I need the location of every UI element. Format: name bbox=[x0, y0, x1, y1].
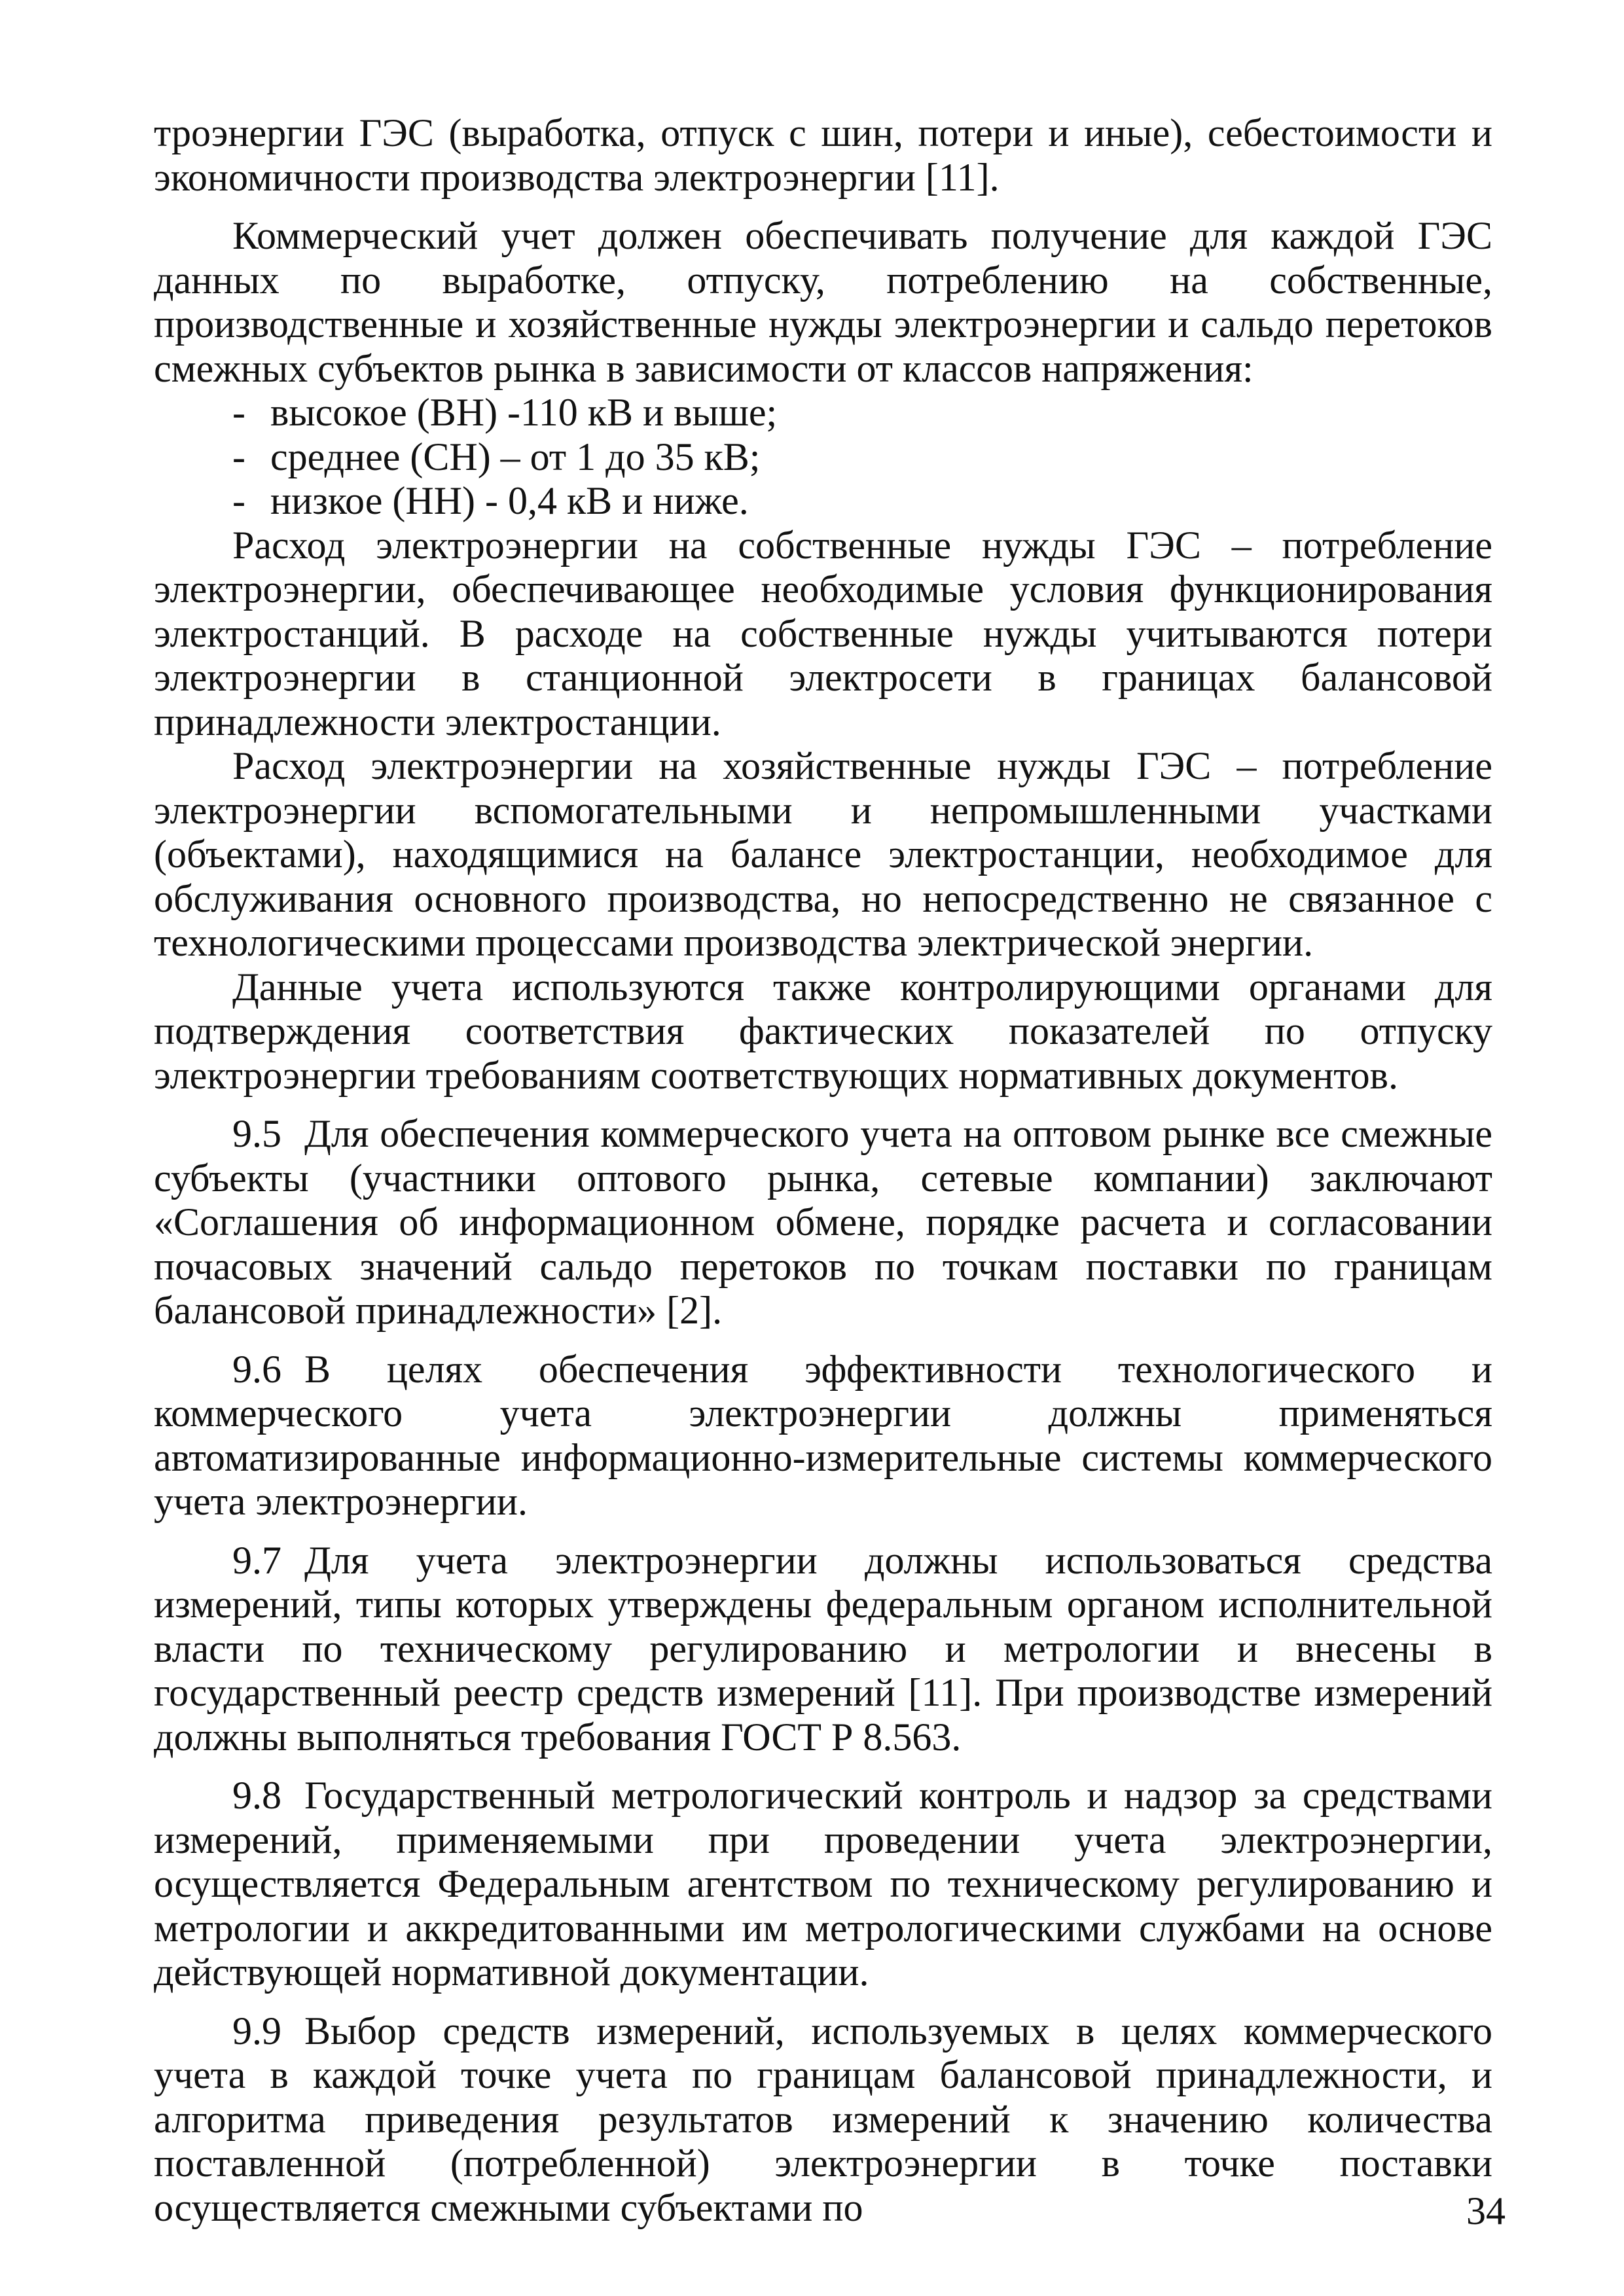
paragraph-continuation: троэнергии ГЭС (выработка, отпуск с шин, потери и иные), себестоимости и экономичности производства электроэнергии [11]. bbox=[154, 111, 1492, 199]
section-text: Государственный метрологический контроль и надзор за средствами измерений, применяемыми при проведении учета электроэнергии, осуществляется Федеральным агентством по техническому регулированию и метрологии и аккредитованными им метрологическими службами на основе действующей нормативной документации. bbox=[154, 1774, 1492, 1994]
section-number: 9.5 bbox=[232, 1112, 281, 1155]
section-9-8 bbox=[154, 1774, 1492, 1995]
section-9-5 bbox=[154, 1112, 1492, 1333]
list-item bbox=[154, 479, 1492, 524]
list-dash: - bbox=[232, 435, 245, 478]
list-item bbox=[154, 435, 1492, 480]
list-item-text: высокое (ВН) -110 кВ и выше; bbox=[270, 391, 778, 434]
list-dash: - bbox=[232, 391, 245, 434]
section-9-9 bbox=[154, 2009, 1492, 2231]
section-9-6 bbox=[154, 1348, 1492, 1524]
section-number: 9.8 bbox=[232, 1774, 281, 1817]
paragraph-own-needs: Расход электроэнергии на собственные нужды ГЭС – потребление электроэнергии, обеспечивающее необходимые условия функционирования электростанций. В расходе на собственные нужды учитываются потери электроэнергии в станционной электросети в границах балансовой принадлежности электростанции. bbox=[154, 523, 1492, 744]
paragraph-household-needs: Расход электроэнергии на хозяйственные нужды ГЭС – потребление электроэнергии вспомогательными и непромышленными участками (объектами), находящимися на балансе электростанции, необходимое для обслуживания основного производства, но непосредственно не связанное с технологическими процессами производства электрической энергии. bbox=[154, 744, 1492, 964]
section-number: 9.7 bbox=[232, 1538, 281, 1582]
list-dash: - bbox=[232, 479, 245, 522]
section-text: В целях обеспечения эффективности технологического и коммерческого учета электроэнергии должны применяться автоматизированные информационно-измерительные системы коммерческого учета электроэнергии. bbox=[154, 1347, 1492, 1523]
list-item-text: среднее (СН) – от 1 до 35 кВ; bbox=[270, 435, 761, 478]
section-9-7 bbox=[154, 1539, 1492, 1760]
section-number: 9.6 bbox=[232, 1347, 281, 1391]
section-text: Выбор средств измерений, используемых в целях коммерческого учета в каждой точке учета по границам балансовой принадлежности, и алгоритма приведения результатов измерений к значению количества поставленной (потребленной) электроэнергии в точке поставки осуществляется смежными субъектами по bbox=[154, 2009, 1492, 2229]
list-item bbox=[154, 391, 1492, 435]
paragraph-control-bodies: Данные учета используются также контролирующими органами для подтверждения соответствия фактических показателей по отпуску электроэнергии требованиям соответствующих нормативных документов. bbox=[154, 965, 1492, 1097]
document-page bbox=[154, 111, 1492, 2230]
voltage-class-list bbox=[154, 391, 1492, 524]
section-text: Для учета электроэнергии должны использоваться средства измерений, типы которых утверждены федеральным органом исполнительной власти по техническому регулированию и метрологии и внесены в государственный реестр средств измерений [11]. При производстве измерений должны выполняться требования ГОСТ Р 8.563. bbox=[154, 1538, 1492, 1759]
section-number: 9.9 bbox=[232, 2009, 281, 2053]
paragraph-commercial-accounting: Коммерческий учет должен обеспечивать получение для каждой ГЭС данных по выработке, отпуску, потреблению на собственные, производственные и хозяйственные нужды электроэнергии и сальдо перетоков смежных субъектов рынка в зависимости от классов напряжения: bbox=[154, 214, 1492, 390]
page-number: 34 bbox=[1466, 2189, 1506, 2233]
section-text: Для обеспечения коммерческого учета на оптовом рынке все смежные субъекты (участники оптового рынка, сетевые компании) заключают «Соглашения об информационном обмене, порядке расчета и согласовании почасовых значений сальдо перетоков по точкам поставки по границам балансовой принадлежности» [2]. bbox=[154, 1112, 1492, 1332]
list-item-text: низкое (НН) - 0,4 кВ и ниже. bbox=[270, 479, 749, 522]
